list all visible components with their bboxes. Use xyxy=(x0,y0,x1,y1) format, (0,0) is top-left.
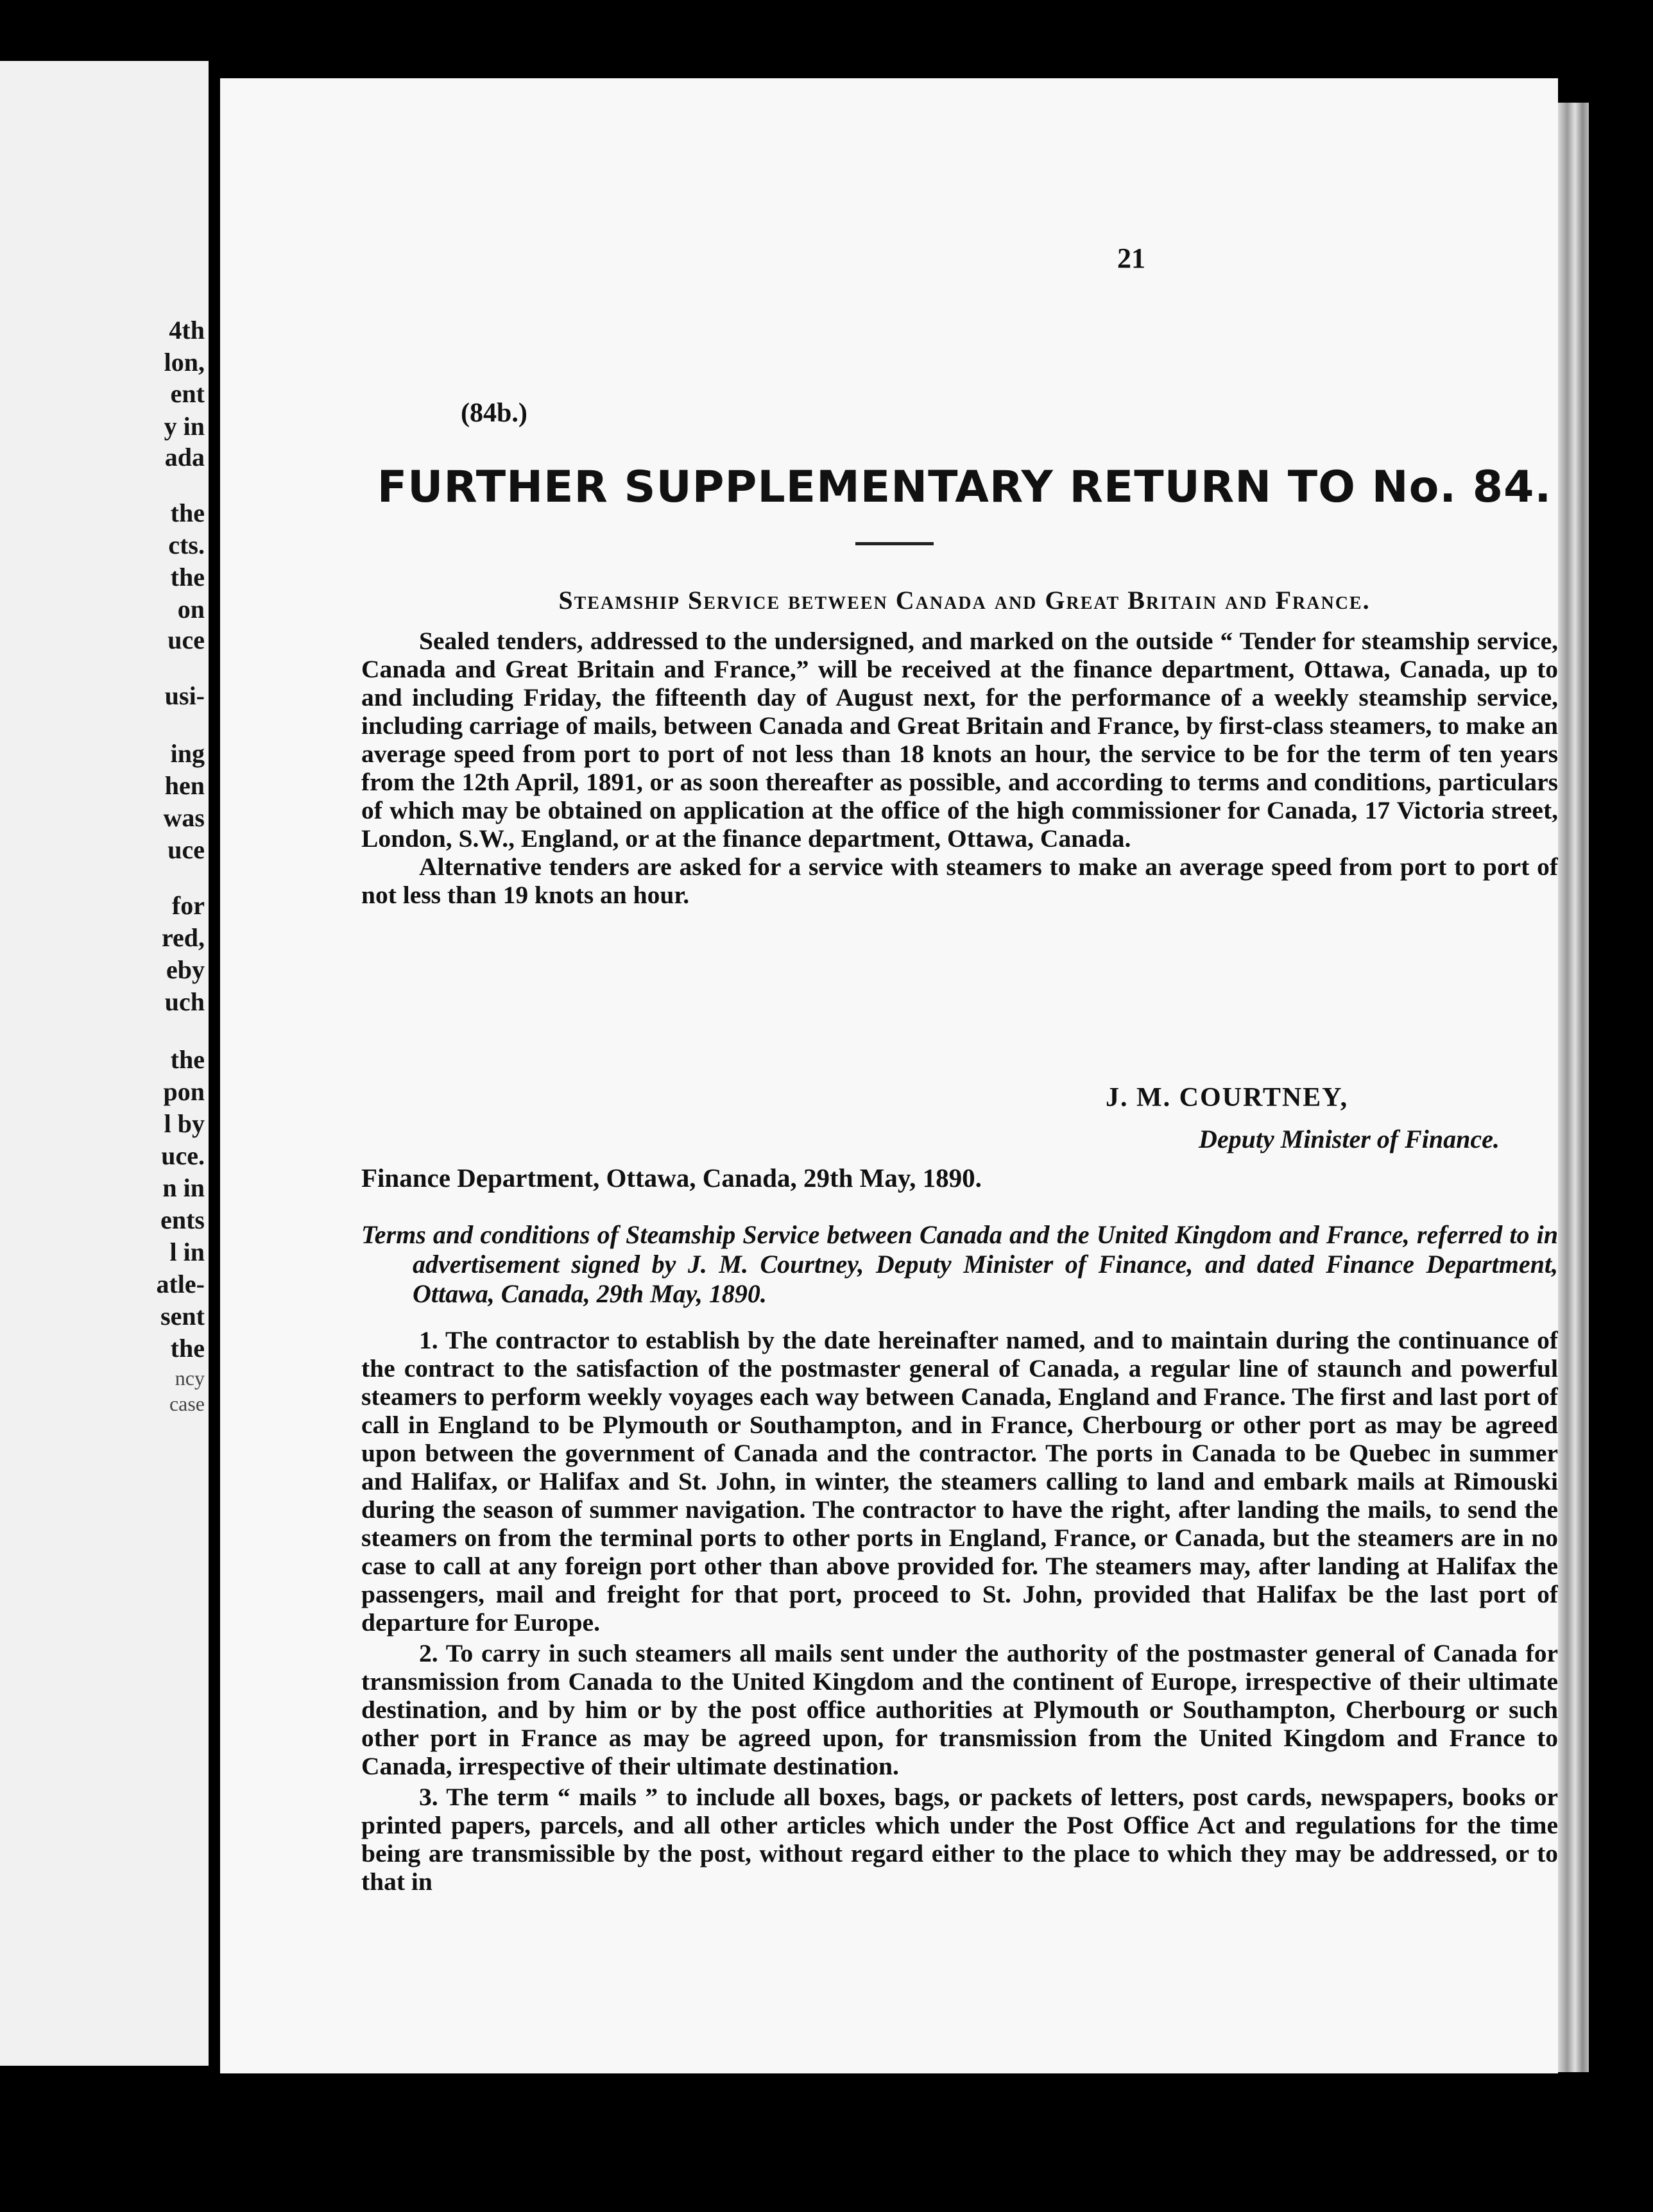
left-page-fragment-line: sent xyxy=(160,1302,205,1331)
left-page-fragment-line: pon xyxy=(163,1077,205,1106)
clause-paragraph: 1. The contractor to establish by the date hereinafter named, and to maintain during the continuance of the contract to the satisfaction of the postmaster general of Canada, a regular line of staunch and powerful steamers to perform weekly voyages each way between Canada, England and France. The first and last port of call in England to be Plymouth or Southampton, and in France, Cherbourg or other port as may be agreed upon between the government of Canada and the contractor. The ports in Canada to be Quebec in summer and Halifax, or Halifax and St. John, in winter, the steamers calling to land and embark mails at Rimouski during the season of summer navigation. The contractor to have the right, after landing the mails, to send the steamers on from the terminal ports to other ports in England, France, or Canada, but the steamers are in no case to call at any foreign port other than above provided for. The steamers may, after landing at Halifax the passengers, mail and freight for that port, proceed to St. John, provided that Halifax be the last port of departure for Europe. xyxy=(361,1326,1558,1637)
signature-title: Deputy Minister of Finance. xyxy=(1199,1125,1500,1153)
left-page-fragment-line: n in xyxy=(162,1173,205,1202)
terms-clauses xyxy=(361,1326,1558,1898)
left-page-fragment-line: ent xyxy=(170,379,205,408)
left-page-fragment-line: ada xyxy=(164,443,205,472)
left-page-fragment-line: ing xyxy=(170,739,205,768)
reference-label: (84b.) xyxy=(461,398,527,428)
left-page-fragment-line: red, xyxy=(161,923,205,952)
title-divider xyxy=(855,542,934,545)
left-page-fragment-line: the xyxy=(170,1334,205,1363)
page-title: FURTHER SUPPLEMENTARY RETURN TO No. 84. xyxy=(377,462,1552,513)
left-page-fragment-line: the xyxy=(170,563,205,591)
left-page-fragment-line: uce. xyxy=(161,1141,205,1170)
book-gutter xyxy=(209,61,220,2066)
left-page-fragment-line: y in xyxy=(164,412,205,441)
left-page-fragment-line: ncy xyxy=(175,1366,205,1390)
left-page-fragment-line: eby xyxy=(166,955,205,984)
clause-paragraph: 3. The term “ mails ” to include all boxes, bags, or packets of letters, post cards, newspapers, books or printed papers, parcels, and all other articles which under the Post Office Act and regulations for the time being are transmissible by the post, without regard either to the place to which they may be addressed, or to that in xyxy=(361,1783,1558,1896)
left-page-fragment-line: for xyxy=(171,891,205,920)
terms-heading: Terms and conditions of Steamship Service between Canada and the United Kingdom and France, referred to in advertisement signed by J. M. Courtney, Deputy Minister of Finance, and dated Finance Department, Ottawa, Canada, 29th May, 1890. xyxy=(361,1220,1558,1308)
left-page-fragment-line: atle- xyxy=(156,1270,205,1298)
left-page-fragment-line: uce xyxy=(167,625,205,654)
left-page-fragment-line: on xyxy=(177,595,205,624)
left-page-fragment-line: usi- xyxy=(164,681,205,710)
page-edge xyxy=(1558,103,1589,2072)
notice-paragraph: Sealed tenders, addressed to the undersigned, and marked on the outside “ Tender for steamship service, Canada and Great Britain and France,” will be received at the finance department, Ottawa, Canada, up to and including Friday, the fifteenth day of August next, for the performance of a weekly steamship service, including carriage of mails, between Canada and Great Britain and France, by first-class steamers, to make an average speed from port to port of not less than 18 knots an hour, the service to be for the term of ten years from the 12th April, 1891, or as soon thereafter as possible, and according to terms and conditions, particulars of which may be obtained on application at the office of the high commissioner for Canada, 17 Victoria street, London, S.W., England, or at the finance department, Ottawa, Canada. xyxy=(361,627,1558,853)
left-page-fragment-line: 4th xyxy=(169,316,205,345)
left-page-fragment-line: the xyxy=(170,498,205,527)
signature-name: J. M. COURTNEY, xyxy=(1106,1083,1349,1112)
left-page-fragment-line: was xyxy=(163,803,205,832)
left-page-fragment-line: uce xyxy=(167,835,205,864)
left-page-fragment xyxy=(0,61,209,2066)
left-page-fragment-line: the xyxy=(170,1045,205,1074)
notice-text xyxy=(361,627,1558,909)
left-page-fragment-line: case xyxy=(169,1392,205,1415)
section-subtitle: Steamship Service between Canada and Great Britain and France. xyxy=(558,586,1371,615)
clause-paragraph: 2. To carry in such steamers all mails sent under the authority of the postmaster general of Canada for transmission from Canada to the United Kingdom and the continent of Europe, irrespective of their ultimate destination, and by him or by the post office authorities at Plymouth or Southampton, Cherbourg or such other port in France as may be agreed upon, for transmission from the United Kingdom and France to Canada, irrespective of their ultimate destination. xyxy=(361,1639,1558,1780)
left-page-fragment-line: lon, xyxy=(164,348,205,377)
document-page xyxy=(220,78,1558,2073)
date-line: Finance Department, Ottawa, Canada, 29th May, 1890. xyxy=(361,1163,982,1193)
notice-paragraph: Alternative tenders are asked for a service with steamers to make an average speed from port to port of not less than 19 knots an hour. xyxy=(361,853,1558,909)
page-number: 21 xyxy=(1117,242,1145,274)
left-page-fragment-line: uch xyxy=(164,987,205,1016)
left-page-fragment-line: l in xyxy=(169,1238,205,1266)
left-page-fragment-line: l by xyxy=(164,1109,205,1138)
left-page-fragment-line: ents xyxy=(160,1205,205,1234)
left-page-fragment-line: cts. xyxy=(168,531,205,559)
left-page-fragment-line: hen xyxy=(164,771,205,800)
